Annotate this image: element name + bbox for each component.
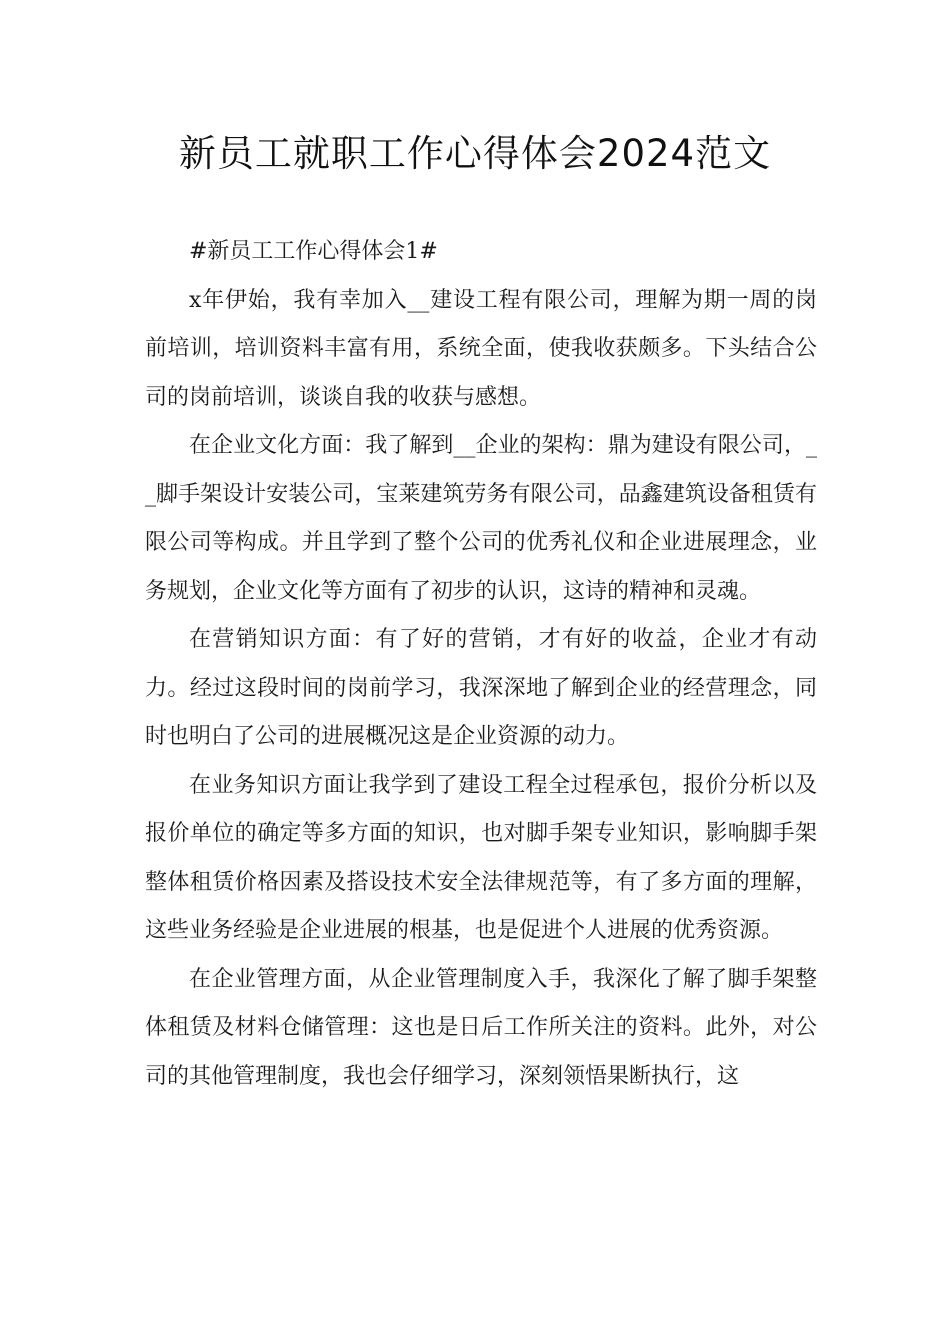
paragraph-management: 在企业管理方面，从企业管理制度入手，我深化了解了脚手架整体租赁及材料仓储管理：这也是日后工作所关注的资料。此外，对公司的其他管理制度，我也会仔细学习，深刻领悟果断执行，这 [145, 966, 817, 1089]
document-body [145, 228, 817, 1101]
paragraph-section-heading: #新员工工作心得体会1# [189, 239, 438, 264]
paragraph-business-knowledge: 在业务知识方面让我学到了建设工程全过程承包，报价分析以及报价单位的确定等多方面的知识，也对脚手架专业知识，影响脚手架整体租赁价格因素及搭设技术安全法律规范等，有了多方面的理解，这些业务经验是企业进展的根基，也是促进个人进展的优秀资源。 [145, 772, 817, 943]
paragraph-marketing: 在营销知识方面：有了好的营销，才有好的收益，企业才有动力。经过这段时间的岗前学习，我深深地了解到企业的经营理念，同时也明白了公司的进展概况这是企业资源的动力。 [145, 627, 817, 749]
paragraph-intro: x年伊始，我有幸加入__建设工程有限公司，理解为期一周的岗前培训，培训资料丰富有用，系统全面，使我收获颇多。下头结合公司的岗前培训，谈谈自我的收获与感想。 [145, 287, 817, 410]
document-title: 新员工就职工作心得体会2024范文 [178, 132, 772, 175]
paragraph-corporate-culture: 在企业文化方面：我了解到__企业的架构：鼎为建设有限公司，__脚手架设计安装公司，宝莱建筑劳务有限公司，品鑫建筑设备租赁有限公司等构成。并且学到了整个公司的优秀礼仪和企业进展理念，业务规划，企业文化等方面有了初步的认识，这诗的精神和灵魂。 [145, 433, 817, 604]
